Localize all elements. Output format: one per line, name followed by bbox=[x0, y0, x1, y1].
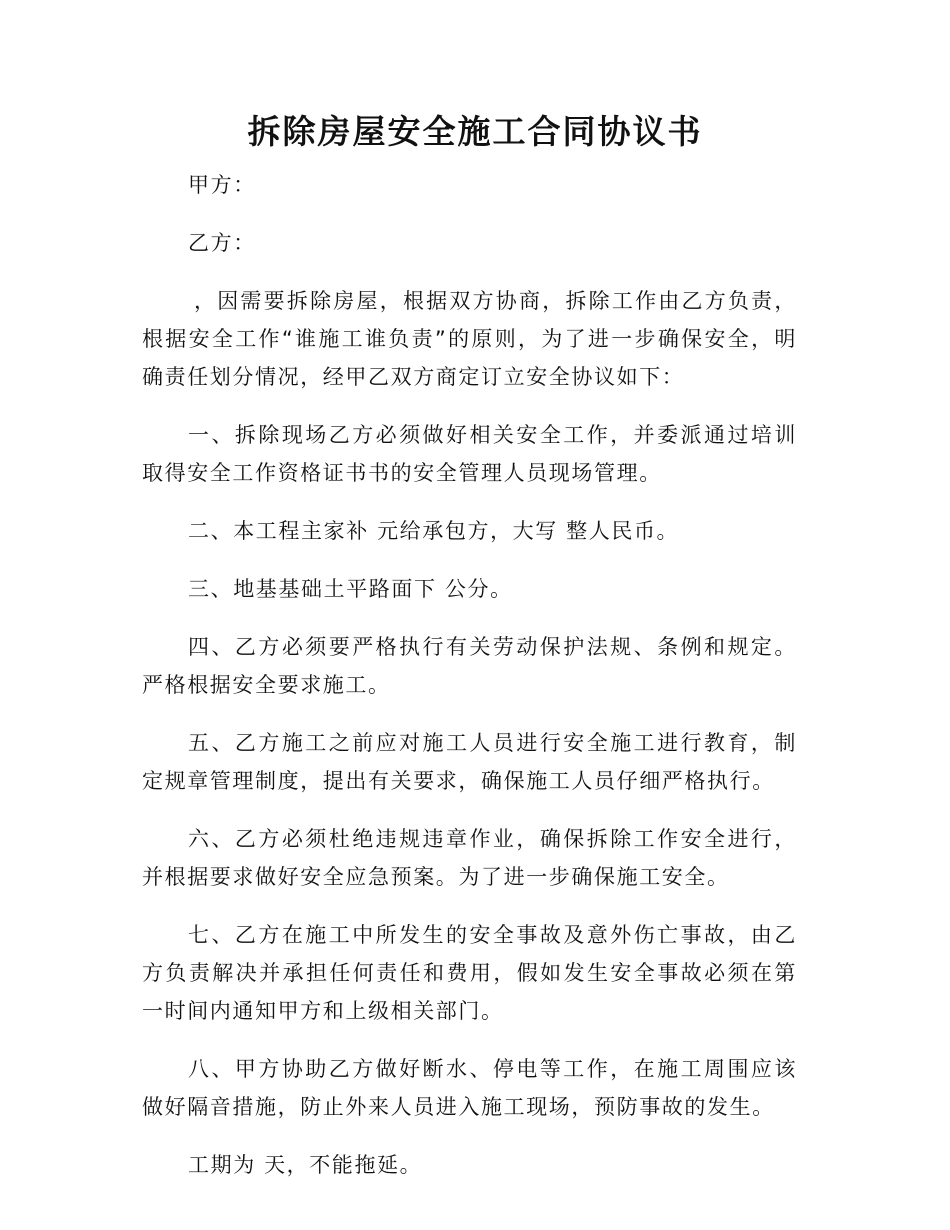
party-a-line: 甲方： bbox=[188, 173, 256, 197]
clause-3: 三、地基基础土平路面下 公分。 bbox=[188, 577, 513, 601]
party-b-line: 乙方： bbox=[188, 231, 256, 255]
clause-5: 五、乙方施工之前应对施工人员进行安全施工进行教育，制定规章管理制度，提出有关要求，确保施工人员仔细严格执行。 bbox=[142, 731, 797, 793]
duration-line: 工期为 天，不能拖延。 bbox=[188, 1153, 423, 1177]
document-title: 拆除房屋安全施工合同协议书 bbox=[247, 112, 703, 151]
document-body bbox=[142, 166, 797, 1204]
intro-paragraph: ，因需要拆除房屋，根据双方协商，拆除工作由乙方负责，根据安全工作“谁施工谁负责”的原则，为了进一步确保安全，明确责任划分情况，经甲乙双方商定订立安全协议如下： bbox=[142, 289, 797, 389]
clause-1: 一、拆除现场乙方必须做好相关安全工作，并委派通过培训取得安全工作资格证书书的安全管理人员现场管理。 bbox=[142, 423, 797, 485]
clause-6: 六、乙方必须杜绝违规违章作业，确保拆除工作安全进行，并根据要求做好安全应急预案。为了进一步确保施工安全。 bbox=[142, 827, 797, 889]
clause-8: 八、甲方协助乙方做好断水、停电等工作，在施工周围应该做好隔音措施，防止外来人员进入施工现场，预防事故的发生。 bbox=[142, 1057, 797, 1119]
clause-2: 二、本工程主家补 元给承包方，大写 整人民币。 bbox=[188, 519, 680, 543]
clause-7: 七、乙方在施工中所发生的安全事故及意外伤亡事故，由乙方负责解决并承担任何责任和费用，假如发生安全事故必须在第一时间内通知甲方和上级相关部门。 bbox=[142, 923, 797, 1023]
clause-4: 四、乙方必须要严格执行有关劳动保护法规、条例和规定。严格根据安全要求施工。 bbox=[142, 635, 797, 697]
